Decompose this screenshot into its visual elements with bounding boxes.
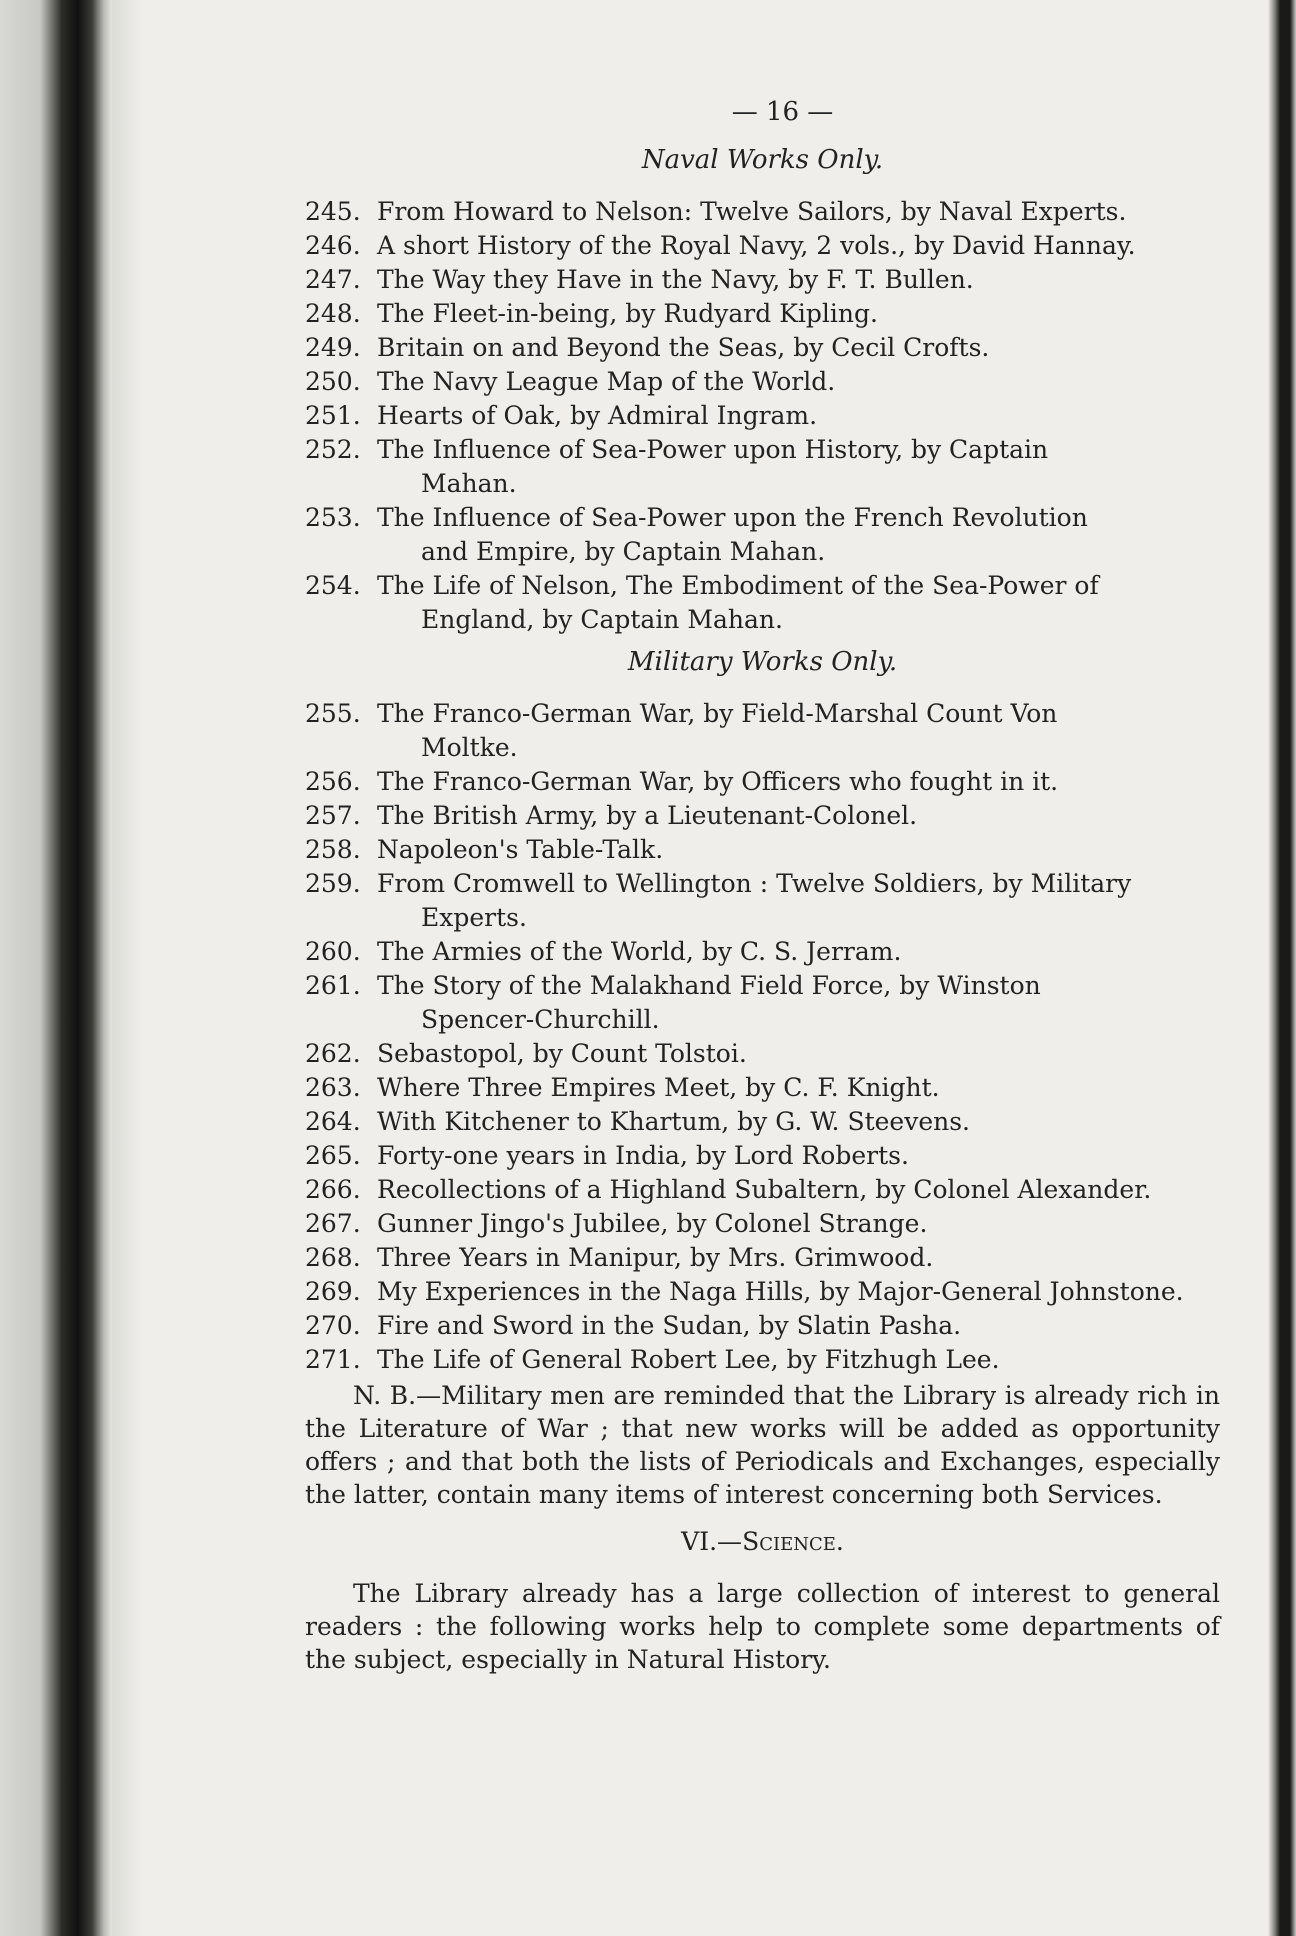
list-item (305, 1343, 1220, 1377)
list-item (305, 1071, 1220, 1105)
list-item (305, 501, 1220, 569)
item-number: 259. (305, 869, 361, 898)
item-number: 251. (305, 401, 361, 430)
science-heading (305, 1525, 1220, 1559)
item-text: The Fleet-in-being, by Rudyard Kipling. (377, 299, 878, 328)
item-text: With Kitchener to Khartum, by G. W. Steevens. (377, 1107, 971, 1136)
item-text-continued: England, by Captain Mahan. (421, 605, 783, 634)
item-number: 256. (305, 767, 361, 796)
item-number: 263. (305, 1073, 361, 1102)
list-item (305, 433, 1220, 501)
list-item (305, 1275, 1220, 1309)
item-number: 253. (305, 503, 361, 532)
item-number: 270. (305, 1311, 361, 1340)
item-text: The British Army, by a Lieutenant-Colonel. (377, 801, 918, 830)
item-number: 262. (305, 1039, 361, 1068)
list-item (305, 1139, 1220, 1173)
list-item (305, 1173, 1220, 1207)
item-text: Fire and Sword in the Sudan, by Slatin Pasha. (377, 1311, 962, 1340)
book-binding (0, 0, 112, 1936)
item-text: The Story of the Malakhand Field Force, by Winston (377, 971, 1041, 1000)
item-text: The Navy League Map of the World. (377, 367, 836, 396)
military-list (305, 697, 1220, 1377)
science-title: Science. (742, 1527, 844, 1556)
item-number: 250. (305, 367, 361, 396)
item-number: 255. (305, 699, 361, 728)
science-numeral: VI.— (681, 1527, 743, 1556)
naval-list (305, 195, 1220, 637)
list-item (305, 833, 1220, 867)
item-number: 252. (305, 435, 361, 464)
list-item (305, 1105, 1220, 1139)
item-number: 267. (305, 1209, 361, 1238)
item-text: My Experiences in the Naga Hills, by Major-General Johnstone. (377, 1277, 1184, 1306)
item-text: The Influence of Sea-Power upon History, by Captain (377, 435, 1049, 464)
list-item (305, 331, 1220, 365)
item-number: 246. (305, 231, 361, 260)
nota-bene-paragraph: N. B.—Military men are reminded that the Library is already rich in the Literature of War ; that new works will be added as opportunity offers ; and that both the lists of Periodicals and Exchanges, especially the latter, contain many items of interest concerning both Services. (305, 1381, 1220, 1509)
item-text: Napoleon's Table-Talk. (377, 835, 664, 864)
science-paragraph: The Library already has a large collection of interest to general readers : the following works help to complete some departments of the subject, especially in Natural History. (305, 1579, 1220, 1674)
list-item (305, 399, 1220, 433)
item-text: The Life of General Robert Lee, by Fitzhugh Lee. (377, 1345, 1000, 1374)
item-text: A short History of the Royal Navy, 2 vols., by David Hannay. (377, 231, 1136, 260)
item-number: 271. (305, 1345, 361, 1374)
item-number: 258. (305, 835, 361, 864)
item-text: Three Years in Manipur, by Mrs. Grimwood. (377, 1243, 934, 1272)
item-text: From Cromwell to Wellington : Twelve Soldiers, by Military (377, 869, 1132, 898)
list-item (305, 1241, 1220, 1275)
page-edge (1268, 0, 1296, 1936)
list-item (305, 229, 1220, 263)
list-item (305, 867, 1220, 935)
item-number: 261. (305, 971, 361, 1000)
list-item (305, 1207, 1220, 1241)
item-number: 245. (305, 197, 361, 226)
item-text: Recollections of a Highland Subaltern, by Colonel Alexander. (377, 1175, 1152, 1204)
naval-section-title: Naval Works Only. (641, 145, 884, 175)
item-number: 264. (305, 1107, 361, 1136)
list-item (305, 365, 1220, 399)
item-number: 257. (305, 801, 361, 830)
page-text (305, 95, 1220, 1676)
list-item (305, 1037, 1220, 1071)
item-text: Britain on and Beyond the Seas, by Cecil Crofts. (377, 333, 990, 362)
item-text: The Life of Nelson, The Embodiment of the Sea-Power of (377, 571, 1099, 600)
item-text-continued: and Empire, by Captain Mahan. (421, 537, 826, 566)
item-text: From Howard to Nelson: Twelve Sailors, by Naval Experts. (377, 197, 1127, 226)
list-item (305, 935, 1220, 969)
item-number: 266. (305, 1175, 361, 1204)
page-number: — 16 — (731, 97, 834, 127)
item-text-continued: Mahan. (421, 469, 517, 498)
item-number: 249. (305, 333, 361, 362)
item-number: 260. (305, 937, 361, 966)
item-text-continued: Experts. (421, 903, 527, 932)
list-item (305, 969, 1220, 1037)
item-text-continued: Spencer-Churchill. (421, 1005, 660, 1034)
item-text: The Franco-German War, by Officers who fought in it. (377, 767, 1059, 796)
item-text: Gunner Jingo's Jubilee, by Colonel Strange. (377, 1209, 928, 1238)
item-text: Where Three Empires Meet, by C. F. Knight. (377, 1073, 940, 1102)
item-text: Sebastopol, by Count Tolstoi. (377, 1039, 747, 1068)
item-number: 247. (305, 265, 361, 294)
list-item (305, 297, 1220, 331)
item-number: 254. (305, 571, 361, 600)
list-item (305, 195, 1220, 229)
list-item (305, 799, 1220, 833)
military-section-title: Military Works Only. (627, 647, 898, 677)
item-number: 269. (305, 1277, 361, 1306)
binding-shadow (112, 0, 142, 1936)
item-text: Hearts of Oak, by Admiral Ingram. (377, 401, 818, 430)
list-item (305, 569, 1220, 637)
item-number: 268. (305, 1243, 361, 1272)
item-text: The Franco-German War, by Field-Marshal Count Von (377, 699, 1058, 728)
item-text: The Way they Have in the Navy, by F. T. Bullen. (377, 265, 974, 294)
item-text: Forty-one years in India, by Lord Roberts. (377, 1141, 909, 1170)
item-number: 248. (305, 299, 361, 328)
item-text: The Armies of the World, by C. S. Jerram. (377, 937, 902, 966)
item-number: 265. (305, 1141, 361, 1170)
list-item (305, 765, 1220, 799)
item-text: The Influence of Sea-Power upon the French Revolution (377, 503, 1088, 532)
list-item (305, 263, 1220, 297)
item-text-continued: Moltke. (421, 733, 518, 762)
list-item (305, 697, 1220, 765)
list-item (305, 1309, 1220, 1343)
